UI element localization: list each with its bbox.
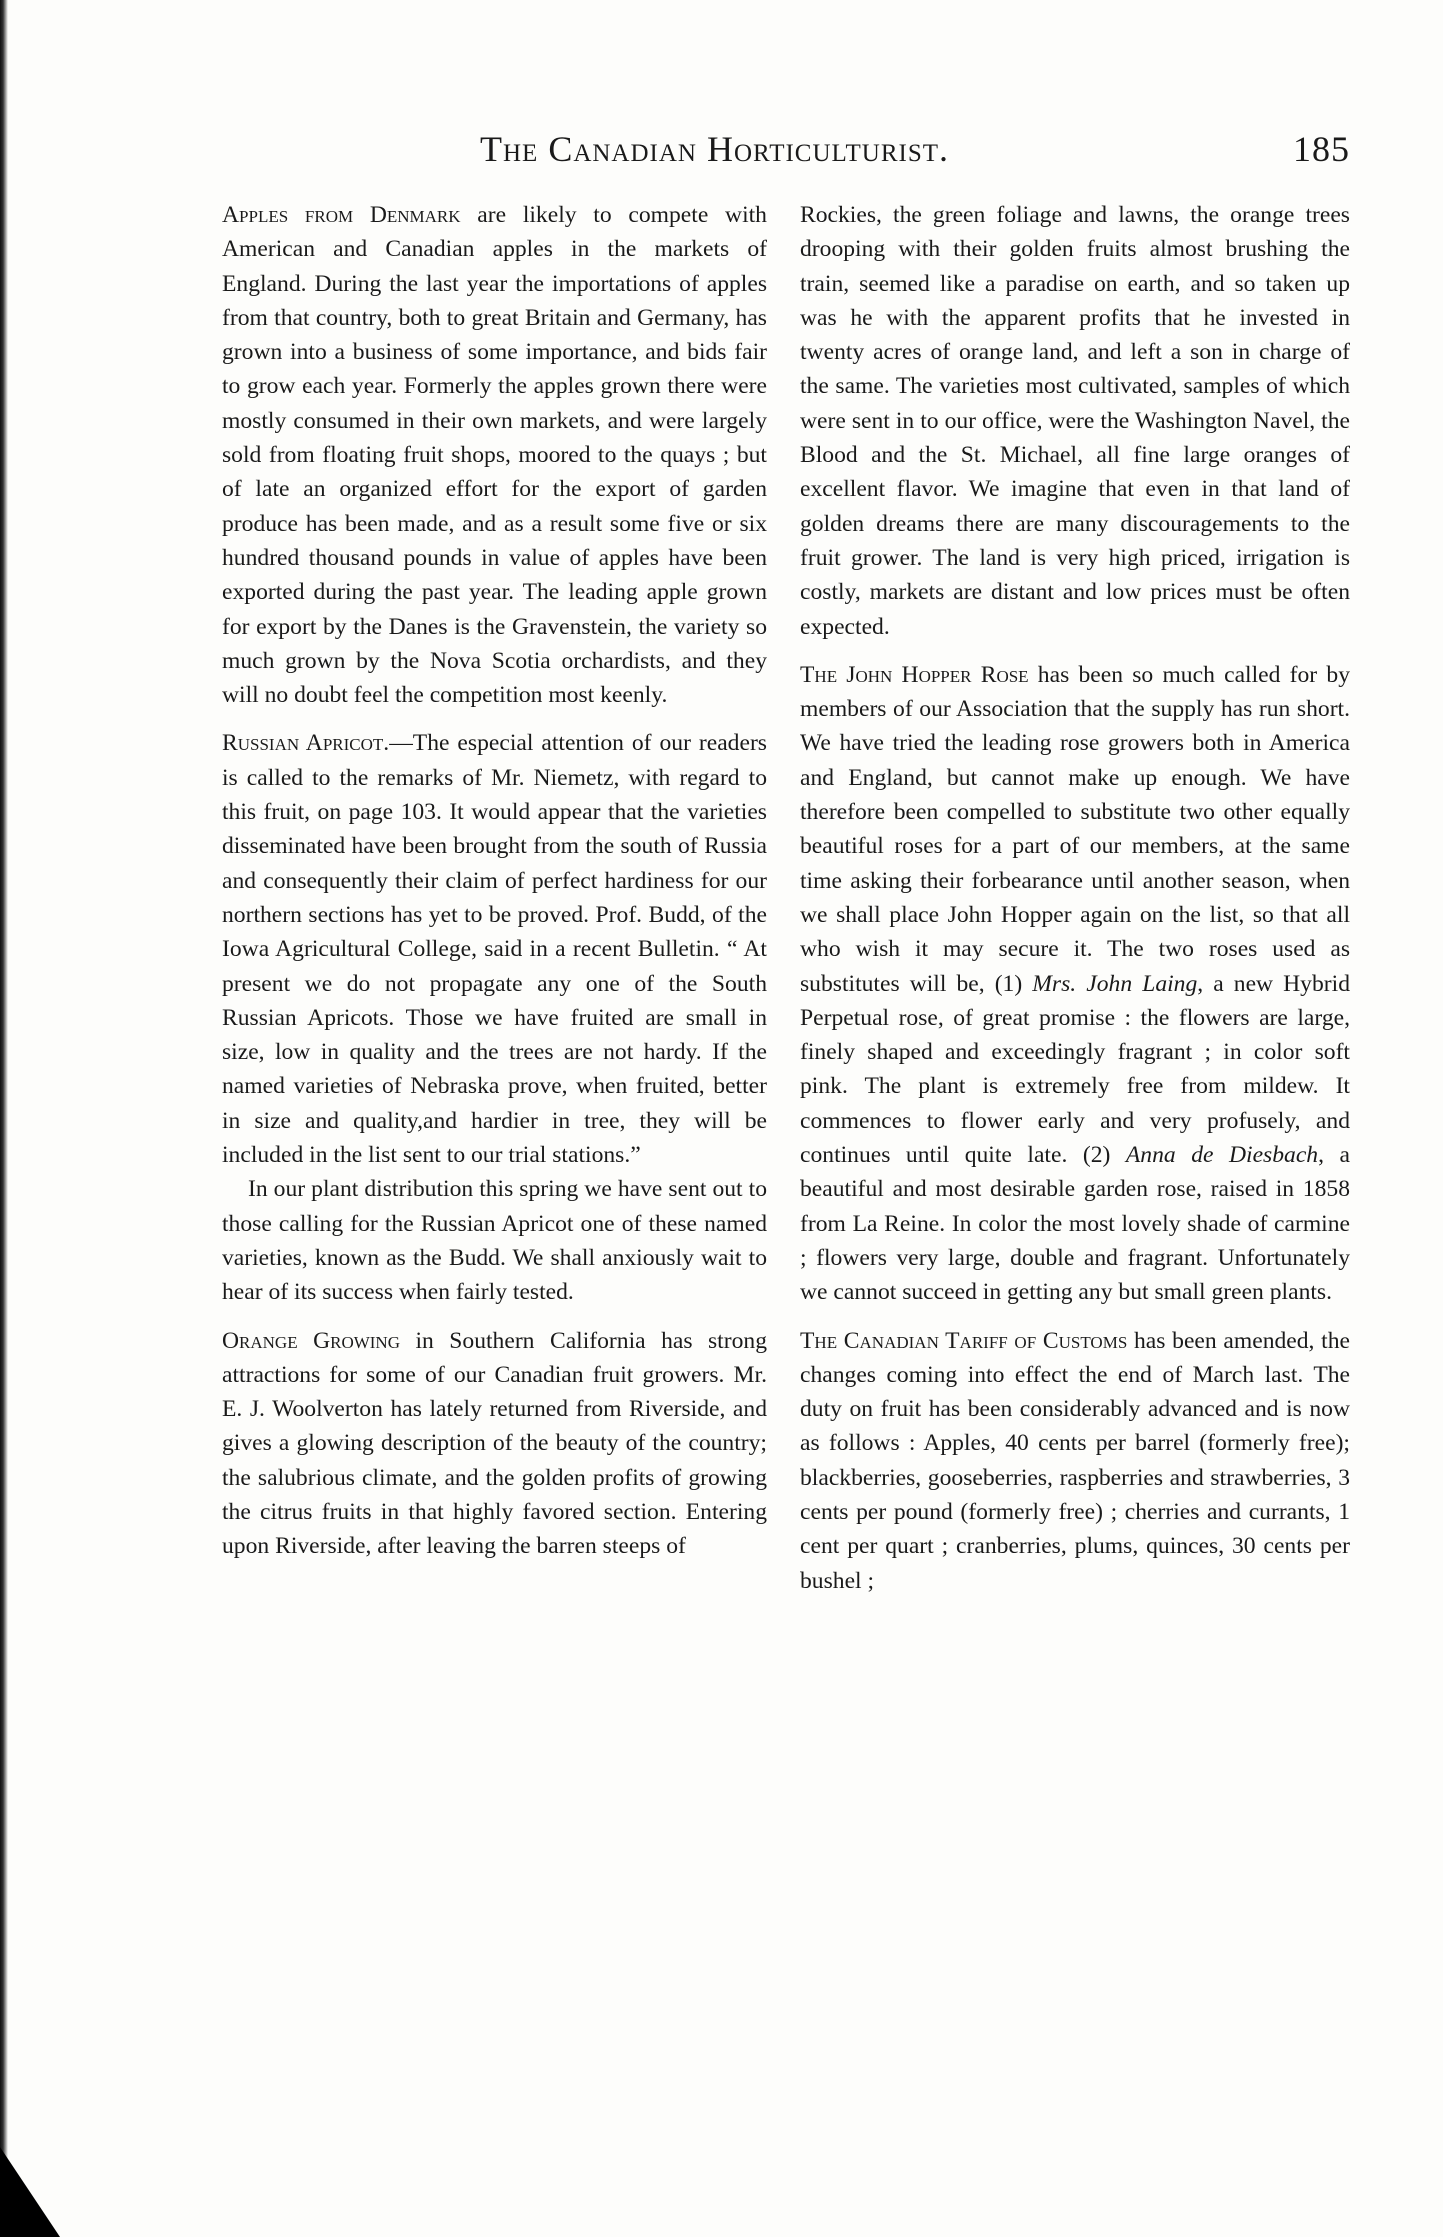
lead-john-hopper-rose: The John Hopper Rose (800, 661, 1029, 688)
running-header (220, 128, 1350, 178)
text-canadian-tariff: has been amended, the changes coming into effect the end of March last. The duty on fruit has been considerably advanced and is now as follows : Apples, 40 cents per barrel (formerly free); blackberries, gooseberries, raspberries and strawberries, 3 cents per pound (formerly free) ; cherries and currants, 1 cent per quart ; cranberries, plums, quinces, 30 cents per bushel ; (800, 1327, 1350, 1594)
page-number: 185 (1293, 129, 1350, 169)
paragraph-plant-distribution: In our plant distribution this spring we have sent out to those calling for the Russian Apricot one of these named varieties, known as the Budd. We shall anxiously wait to hear of its success when fairly tested. (222, 1176, 767, 1306)
page-binding-edge (0, 0, 8, 2237)
rose-name-anna-de-diesbach: Anna de Diesbach (1125, 1142, 1319, 1169)
right-column (800, 198, 1350, 1598)
paragraph-orange-growing (222, 1324, 767, 1564)
paragraph-orange-continued: Rockies, the green foliage and lawns, the orange trees drooping with their golden fruits almost brushing the train, seemed like a paradise on earth, and so taken up was he with the apparent profits that he invested in twenty acres of orange land, and left a son in charge of the same. The varieties most cultivated, samples of which were sent in to our office, were the Washington Navel, the Blood and the St. Michael, all fine large oranges of excellent flavor. We imagine that even in that land of golden dreams there are many discouragements to the fruit grower. The land is very high priced, irrigation is costly, markets are distant and low prices must be often expected. (800, 202, 1350, 640)
lead-orange-growing: Orange Growing (222, 1327, 400, 1354)
paragraph-russian-apricot (222, 726, 767, 1172)
text-john-hopper-b: , a new Hybrid Perpetual rose, of great promise : the flowers are large, finely shaped and exceedingly fragrant ; in color soft pink. The plant is extremely free from mildew. It commences to flower early and very profusely, and continues until quite late. (2) (800, 970, 1350, 1169)
rose-name-mrs-john-laing: Mrs. John Laing (1032, 970, 1198, 997)
text-john-hopper-a: has been so much called for by members of our Association that the supply has run short. We have tried the leading rose growers both in America and England, but cannot make up enough. We have therefore been compelled to substitute two other equally beautiful roses for a part of our members, at the same time asking their forbearance until another season, when we shall place John Hopper again on the list, so that all who wish it may secure it. The two roses used as substitutes will be, (1) (800, 661, 1350, 997)
text-apples-denmark: are likely to compete with American and Canadian apples in the markets of England. During the last year the importations of apples from that country, both to great Britain and Germany, has grown into a business of some importance, and bids fair to grow each year. Formerly the apples grown there were mostly consumed in their own markets, and were largely sold from floating fruit shops, moored to the quays ; but of late an organized effort for the export of garden produce has been made, and as a result some five or six hundred thousand pounds in value of apples have been exported during the past year. The leading apple grown for export by the Danes is the Gravenstein, the variety so much grown by the Nova Scotia orchardists, and they will no doubt feel the competition most keenly. (222, 202, 767, 709)
journal-title: The Canadian Horticulturist. (480, 129, 950, 169)
paragraph-canadian-tariff (800, 1324, 1350, 1598)
left-column (222, 198, 767, 1564)
paragraph-john-hopper-rose (800, 658, 1350, 1310)
lead-apples-denmark: Apples from Denmark (222, 202, 461, 228)
page-corner-mark (0, 2147, 60, 2237)
paragraph-apples-denmark (222, 198, 767, 712)
text-john-hopper-c: , a beautiful and most desirable garden rose, raised in 1858 from La Reine. In color the most lovely shade of carmine ; flowers very large, double and fragrant. Unfortunately we cannot succeed in getting any but small green plants. (800, 1142, 1350, 1306)
text-orange-growing: in Southern California has strong attractions for some of our Canadian fruit growers. Mr. E. J. Woolverton has lately returned from Riverside, and gives a glowing description of the beauty of the country; the salubrious climate, and the golden profits of growing the citrus fruits in that highly favored section. Entering upon Riverside, after leaving the barren steeps of (222, 1327, 767, 1560)
text-russian-apricot: .—The especial attention of our readers is called to the remarks of Mr. Niemetz, with regard to this fruit, on page 103. It would appear that the varieties disseminated have been brought from the south of Russia and consequently their claim of perfect hardiness for our northern sections has yet to be proved. Prof. Budd, of the Iowa Agricultural College, said in a recent Bulletin. “ At present we do not propagate any one of the South Russian Apricots. Those we have fruited are small in size, low in quality and the trees are not hardy. If the named varieties of Nebraska prove, when fruited, better in size and quality,and hardier in tree, they will be included in the list sent to our trial stations.” (222, 730, 767, 1169)
lead-russian-apricot: Russian Apricot (222, 730, 384, 757)
lead-canadian-tariff: The Canadian Tariff of Customs (800, 1327, 1128, 1354)
